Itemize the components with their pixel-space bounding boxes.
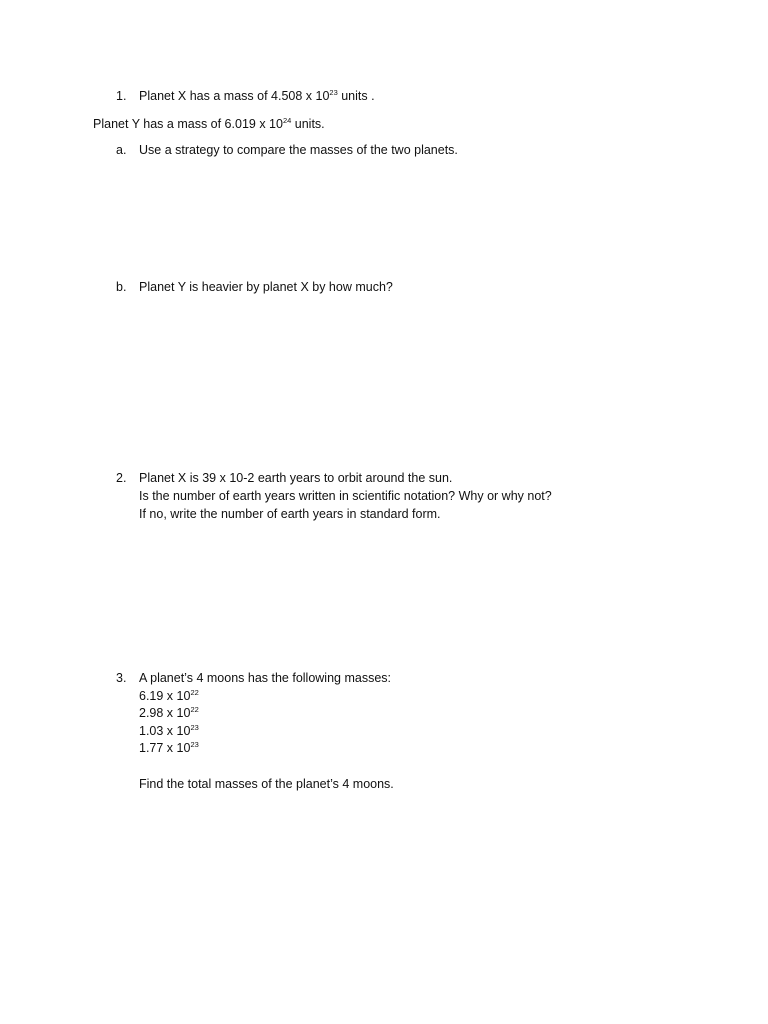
moon-mass-2-base: 2.98 x 10 — [139, 706, 191, 720]
planet-x-mass-unit: units . — [337, 89, 375, 103]
question-1-number: 1. — [116, 89, 127, 103]
question-2-line-3: If no, write the number of earth years in standard form. — [139, 507, 441, 521]
question-1-line-1 — [139, 88, 375, 104]
moon-mass-3-exponent: 23 — [190, 723, 199, 732]
moon-mass-1-exponent: 22 — [190, 688, 199, 697]
question-1a-text: Use a strategy to compare the masses of the two planets. — [139, 143, 458, 157]
moon-mass-4-base: 1.77 x 10 — [139, 741, 191, 755]
planet-y-mass-text: Planet Y has a mass of 6.019 x 10 — [93, 117, 283, 131]
moon-mass-1 — [139, 688, 199, 704]
question-2-number: 2. — [116, 471, 127, 485]
question-3-task: Find the total masses of the planet’s 4 moons. — [139, 777, 394, 791]
moon-mass-2 — [139, 705, 199, 721]
question-2-line-2: Is the number of earth years written in scientific notation? Why or why not? — [139, 489, 552, 503]
question-1-line-2 — [93, 116, 325, 132]
question-1a-label: a. — [116, 143, 127, 157]
planet-x-mass-text: Planet X has a mass of 4.508 x 10 — [139, 89, 330, 103]
moon-mass-4 — [139, 740, 199, 756]
question-2-line-1: Planet X is 39 x 10-2 earth years to orbit around the sun. — [139, 471, 453, 485]
question-1b-text: Planet Y is heavier by planet X by how much? — [139, 280, 393, 294]
planet-x-mass-exponent: 23 — [329, 88, 338, 97]
question-1b-label: b. — [116, 280, 127, 294]
question-3-number: 3. — [116, 671, 127, 685]
planet-y-mass-exponent: 24 — [282, 116, 292, 125]
moon-mass-1-base: 6.19 x 10 — [139, 689, 191, 703]
moon-mass-4-exponent: 23 — [190, 740, 199, 749]
moon-mass-3 — [139, 723, 199, 739]
moon-mass-3-base: 1.03 x 10 — [139, 724, 191, 738]
moon-mass-2-exponent: 22 — [190, 705, 199, 714]
planet-y-mass-unit: units. — [291, 117, 325, 131]
question-3-intro: A planet’s 4 moons has the following masses: — [139, 671, 391, 685]
